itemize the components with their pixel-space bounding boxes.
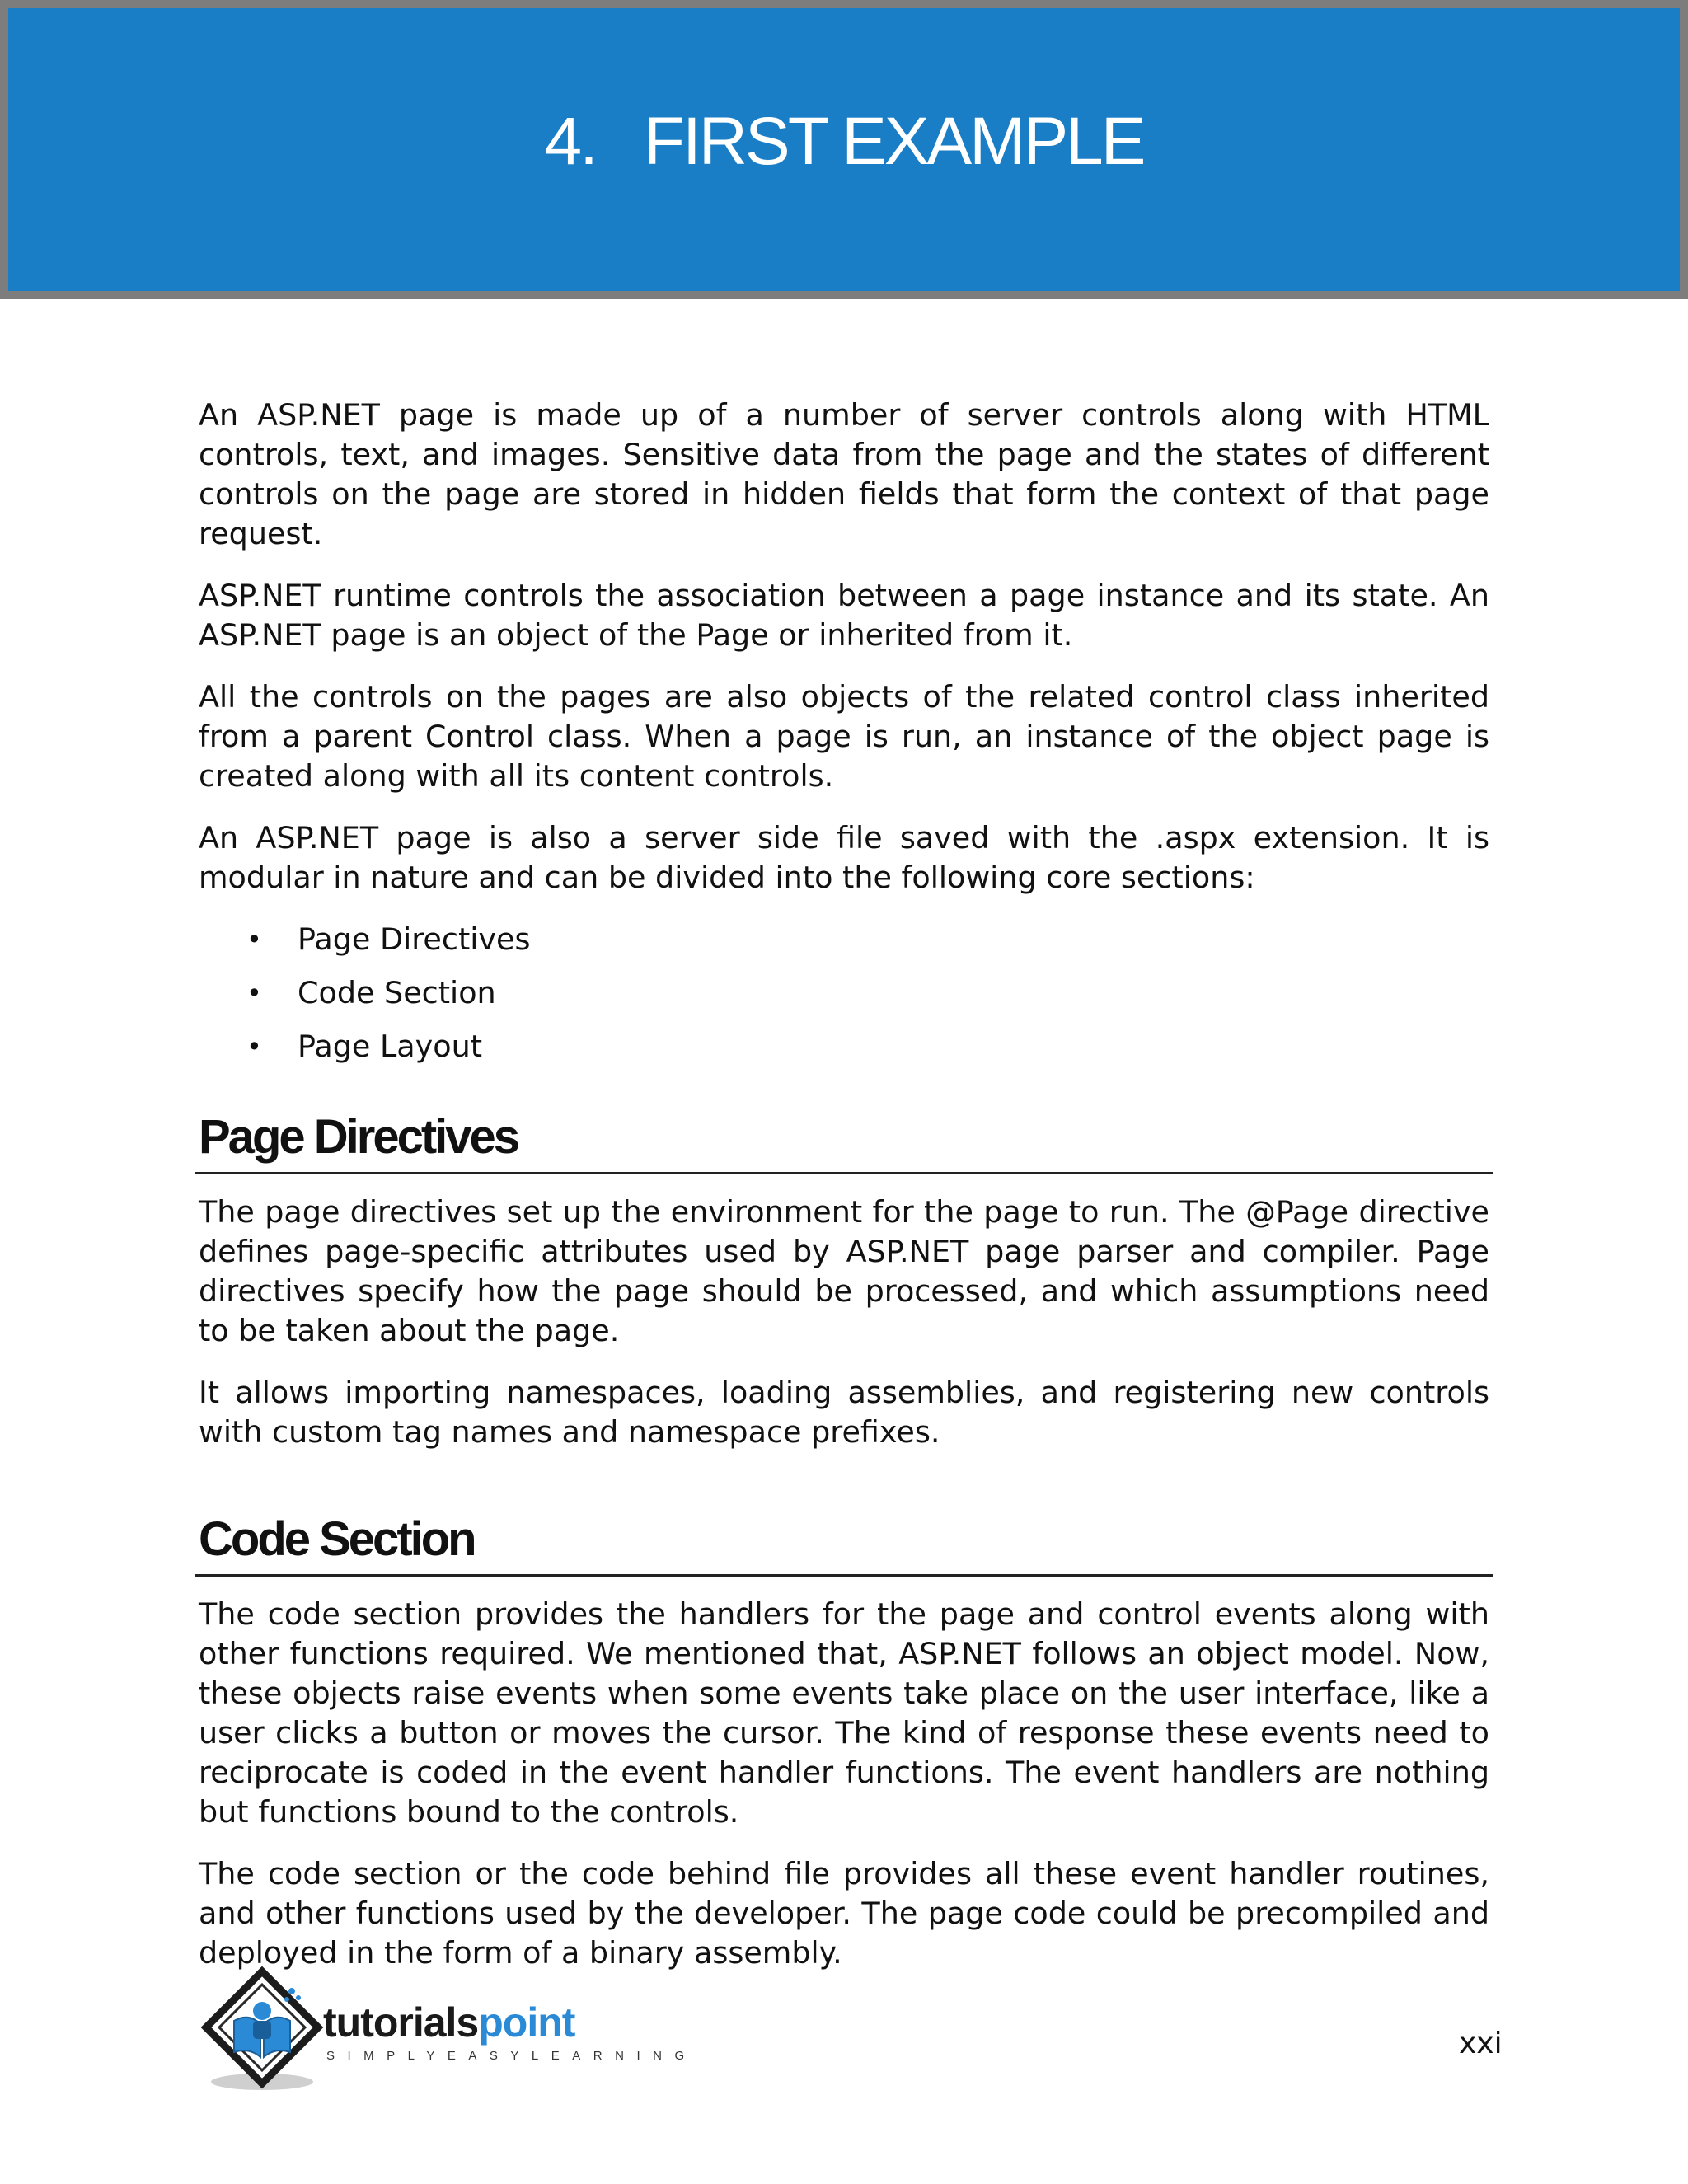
- list-item-label: Page Directives: [298, 921, 531, 957]
- list-item: [199, 920, 1489, 959]
- page-content: [199, 396, 1489, 1995]
- chapter-banner: [0, 0, 1688, 299]
- chapter-number: 4.: [544, 104, 596, 179]
- logo-wordmark: tutorialspoint: [323, 1999, 575, 2046]
- intro-paragraph: An ASP.NET page is made up of a number of server controls along with HTML controls, text, and images. Sensitive data from the page and the states of different controls on the page are stored in hidden fields that form the context of that page request.: [199, 397, 1489, 551]
- section-paragraph: It allows importing namespaces, loading assemblies, and registering new controls with custom tag names and namespace prefixes.: [199, 1375, 1489, 1450]
- intro-paragraph: An ASP.NET page is also a server side file saved with the .aspx extension. It is modular in nature and can be divided into the following core sections:: [199, 820, 1489, 895]
- section-paragraph: The page directives set up the environment for the page to run. The @Page directive defines page-specific attributes used by ASP.NET page parser and compiler. Page directives specify how the page should be processed, and which assumptions need to be taken about the page.: [199, 1194, 1489, 1348]
- section-paragraph: The code section provides the handlers for the page and control events along with other functions required. We mentioned that, ASP.NET follows an object model. Now, these objects raise events when some events take place on the user interface, like a user clicks a button or moves the cursor. The kind of response these events need to reciprocate is coded in the event handler functions. The event handlers are nothing but functions bound to the controls.: [199, 1596, 1489, 1830]
- logo-tagline: SIMPLYEASYLEARNING: [326, 2049, 697, 2063]
- bullet-icon: •: [246, 977, 262, 1009]
- intro-paragraph: All the controls on the pages are also objects of the related control class inherited from a parent Control class. When a page is run, an instance of the object page is created along with all its content controls.: [199, 679, 1489, 794]
- bullet-icon: •: [246, 1031, 262, 1062]
- list-item: [199, 973, 1489, 1013]
- page-number: xxi: [1459, 2027, 1503, 2060]
- chapter-name: FIRST EXAMPLE: [643, 104, 1144, 179]
- list-item: [199, 1027, 1489, 1066]
- chapter-title: [8, 101, 1680, 183]
- bullet-icon: •: [246, 924, 262, 955]
- list-item-label: Code Section: [298, 975, 496, 1010]
- tutorialspoint-logo: [201, 1966, 697, 2098]
- tutorialspoint-diamond-logo-icon: [201, 1966, 325, 2098]
- list-item-label: Page Layout: [298, 1029, 483, 1064]
- intro-paragraph: ASP.NET runtime controls the association between a page instance and its state. An ASP.NET page is an object of the Page or inherited from it.: [199, 578, 1489, 653]
- section-heading-page-directives: Page Directives: [195, 1108, 1493, 1174]
- section-paragraph: The code section or the code behind file provides all these event handler routines, and other functions used by the developer. The page code could be precompiled and deployed in the form of a binary assembly.: [199, 1856, 1489, 1971]
- section-heading-code-section: Code Section: [195, 1510, 1493, 1577]
- core-sections-list: [199, 920, 1489, 1066]
